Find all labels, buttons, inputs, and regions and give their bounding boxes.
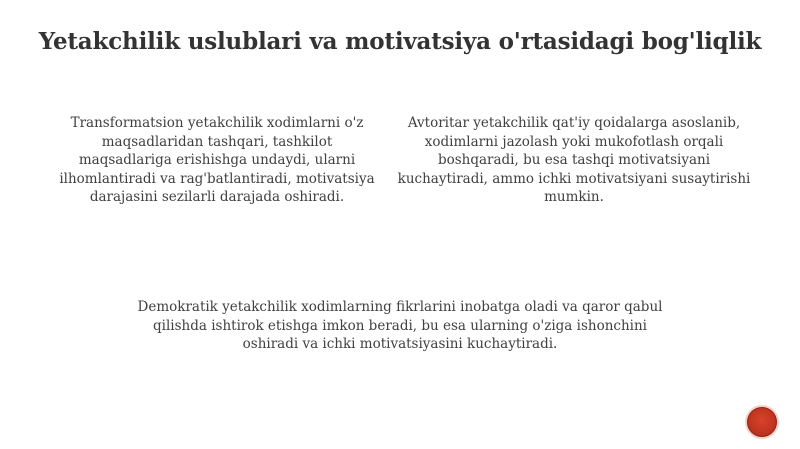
paragraph-democratic: Demokratik yetakchilik xodimlarning fikrlarini inobatga oladi va qaror qabul qilishda ishtirok etishga imkon beradi, bu esa ularning o'ziga ishonchini oshiradi va ichki motivatsiyasini kuchaytiradi. <box>137 299 663 352</box>
slide-nav-circle-icon[interactable] <box>747 407 777 437</box>
slide-title: Yetakchilik uslublari va motivatsiya o'rtasidagi bog'liqlik <box>38 28 762 55</box>
paragraph-transformational: Transformatsion yetakchilik xodimlarni o'z maqsadlaridan tashqari, tashkilot maqsadlariga erishishga undaydi, ularni ilhomlantiradi va rag'batlantiradi, motivatsiya darajasini sezilarli darajada oshiradi. <box>59 115 375 205</box>
paragraph-authoritarian: Avtoritar yetakchilik qat'iy qoidalarga asoslanib, xodimlarni jazolash yoki mukofotlash orqali boshqaradi, bu esa tashqi motivatsiyani kuchaytiradi, ammo ichki motivatsiyani susaytirishi mumkin. <box>397 115 751 205</box>
